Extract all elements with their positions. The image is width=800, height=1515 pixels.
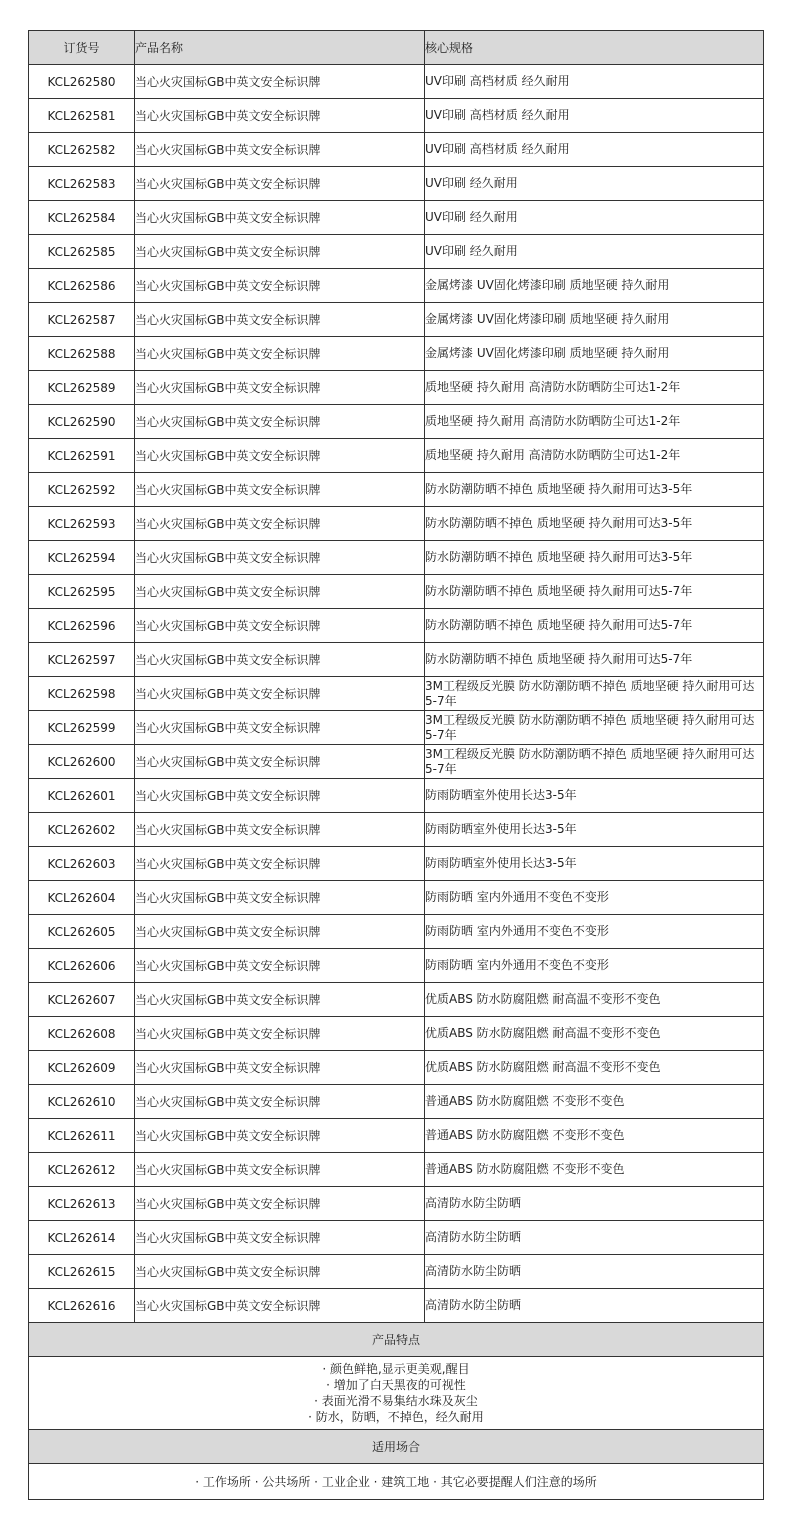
table-row xyxy=(29,881,764,915)
spec-table xyxy=(28,30,764,1500)
core-spec-cell: 高清防水防尘防晒 xyxy=(425,1289,764,1323)
feature-item: · 防水，防晒，不掉色，经久耐用 xyxy=(308,1410,484,1424)
product-name-cell: 当心火灾国标GB中英文安全标识牌 xyxy=(135,439,425,473)
table-row xyxy=(29,1017,764,1051)
order-no-cell: KCL262614 xyxy=(29,1221,135,1255)
table-row xyxy=(29,1187,764,1221)
core-spec-cell: 优质ABS 防水防腐阻燃 耐高温不变形不变色 xyxy=(425,1051,764,1085)
feature-item: · 表面光滑不易集结水珠及灰尘 xyxy=(314,1394,478,1408)
core-spec-cell: 质地坚硬 持久耐用 高清防水防晒防尘可达1-2年 xyxy=(425,371,764,405)
core-spec-cell: 3M工程级反光膜 防水防潮防晒不掉色 质地坚硬 持久耐用可达5-7年 xyxy=(425,677,764,711)
table-row xyxy=(29,1153,764,1187)
order-no-cell: KCL262586 xyxy=(29,269,135,303)
table-row xyxy=(29,745,764,779)
product-name-cell: 当心火灾国标GB中英文安全标识牌 xyxy=(135,337,425,371)
order-no-cell: KCL262588 xyxy=(29,337,135,371)
core-spec-cell: 高清防水防尘防晒 xyxy=(425,1255,764,1289)
product-name-cell: 当心火灾国标GB中英文安全标识牌 xyxy=(135,65,425,99)
core-spec-cell: UV印刷 经久耐用 xyxy=(425,167,764,201)
order-no-cell: KCL262596 xyxy=(29,609,135,643)
order-no-cell: KCL262613 xyxy=(29,1187,135,1221)
table-row xyxy=(29,609,764,643)
product-name-cell: 当心火灾国标GB中英文安全标识牌 xyxy=(135,711,425,745)
table-row xyxy=(29,643,764,677)
product-name-cell: 当心火灾国标GB中英文安全标识牌 xyxy=(135,983,425,1017)
order-no-cell: KCL262615 xyxy=(29,1255,135,1289)
order-no-cell: KCL262585 xyxy=(29,235,135,269)
core-spec-cell: 防雨防晒 室内外通用不变色不变形 xyxy=(425,915,764,949)
order-no-cell: KCL262609 xyxy=(29,1051,135,1085)
order-no-cell: KCL262581 xyxy=(29,99,135,133)
core-spec-cell: 普通ABS 防水防腐阻燃 不变形不变色 xyxy=(425,1085,764,1119)
core-spec-cell: 3M工程级反光膜 防水防潮防晒不掉色 质地坚硬 持久耐用可达5-7年 xyxy=(425,745,764,779)
header-core-spec: 核心规格 xyxy=(425,31,764,65)
core-spec-cell: 防水防潮防晒不掉色 质地坚硬 持久耐用可达5-7年 xyxy=(425,609,764,643)
table-row xyxy=(29,99,764,133)
product-name-cell: 当心火灾国标GB中英文安全标识牌 xyxy=(135,303,425,337)
order-no-cell: KCL262592 xyxy=(29,473,135,507)
core-spec-cell: 防水防潮防晒不掉色 质地坚硬 持久耐用可达3-5年 xyxy=(425,541,764,575)
table-row xyxy=(29,541,764,575)
order-no-cell: KCL262582 xyxy=(29,133,135,167)
table-row xyxy=(29,235,764,269)
product-name-cell: 当心火灾国标GB中英文安全标识牌 xyxy=(135,677,425,711)
order-no-cell: KCL262589 xyxy=(29,371,135,405)
core-spec-cell: UV印刷 高档材质 经久耐用 xyxy=(425,65,764,99)
product-name-cell: 当心火灾国标GB中英文安全标识牌 xyxy=(135,813,425,847)
core-spec-cell: 防雨防晒 室内外通用不变色不变形 xyxy=(425,881,764,915)
table-row xyxy=(29,779,764,813)
product-name-cell: 当心火灾国标GB中英文安全标识牌 xyxy=(135,1187,425,1221)
order-no-cell: KCL262595 xyxy=(29,575,135,609)
product-name-cell: 当心火灾国标GB中英文安全标识牌 xyxy=(135,269,425,303)
core-spec-cell: 高清防水防尘防晒 xyxy=(425,1221,764,1255)
table-row xyxy=(29,1221,764,1255)
product-name-cell: 当心火灾国标GB中英文安全标识牌 xyxy=(135,745,425,779)
order-no-cell: KCL262593 xyxy=(29,507,135,541)
core-spec-cell: 防水防潮防晒不掉色 质地坚硬 持久耐用可达5-7年 xyxy=(425,575,764,609)
product-name-cell: 当心火灾国标GB中英文安全标识牌 xyxy=(135,1255,425,1289)
table-row xyxy=(29,813,764,847)
order-no-cell: KCL262598 xyxy=(29,677,135,711)
table-row xyxy=(29,1051,764,1085)
core-spec-cell: 质地坚硬 持久耐用 高清防水防晒防尘可达1-2年 xyxy=(425,405,764,439)
core-spec-cell: 金属烤漆 UV固化烤漆印刷 质地坚硬 持久耐用 xyxy=(425,269,764,303)
order-no-cell: KCL262580 xyxy=(29,65,135,99)
product-name-cell: 当心火灾国标GB中英文安全标识牌 xyxy=(135,541,425,575)
order-no-cell: KCL262587 xyxy=(29,303,135,337)
features-list xyxy=(29,1357,764,1430)
usage-row xyxy=(29,1464,764,1500)
order-no-cell: KCL262611 xyxy=(29,1119,135,1153)
order-no-cell: KCL262601 xyxy=(29,779,135,813)
usage-text: · 工作场所 · 公共场所 · 工业企业 · 建筑工地 · 其它必要提醒人们注意的场所 xyxy=(29,1464,764,1500)
table-row xyxy=(29,303,764,337)
core-spec-cell: 质地坚硬 持久耐用 高清防水防晒防尘可达1-2年 xyxy=(425,439,764,473)
table-row xyxy=(29,711,764,745)
core-spec-cell: 优质ABS 防水防腐阻燃 耐高温不变形不变色 xyxy=(425,983,764,1017)
features-row xyxy=(29,1357,764,1430)
order-no-cell: KCL262616 xyxy=(29,1289,135,1323)
core-spec-cell: 普通ABS 防水防腐阻燃 不变形不变色 xyxy=(425,1119,764,1153)
table-row xyxy=(29,983,764,1017)
table-header-row xyxy=(29,31,764,65)
product-name-cell: 当心火灾国标GB中英文安全标识牌 xyxy=(135,99,425,133)
order-no-cell: KCL262583 xyxy=(29,167,135,201)
core-spec-cell: 金属烤漆 UV固化烤漆印刷 质地坚硬 持久耐用 xyxy=(425,303,764,337)
table-row xyxy=(29,167,764,201)
table-row xyxy=(29,1289,764,1323)
feature-item: · 增加了白天黑夜的可视性 xyxy=(326,1378,466,1392)
order-no-cell: KCL262602 xyxy=(29,813,135,847)
order-no-cell: KCL262612 xyxy=(29,1153,135,1187)
table-row xyxy=(29,677,764,711)
core-spec-cell: 金属烤漆 UV固化烤漆印刷 质地坚硬 持久耐用 xyxy=(425,337,764,371)
table-row xyxy=(29,847,764,881)
product-name-cell: 当心火灾国标GB中英文安全标识牌 xyxy=(135,1051,425,1085)
product-name-cell: 当心火灾国标GB中英文安全标识牌 xyxy=(135,575,425,609)
usage-title-row xyxy=(29,1430,764,1464)
core-spec-cell: 防水防潮防晒不掉色 质地坚硬 持久耐用可达3-5年 xyxy=(425,507,764,541)
core-spec-cell: UV印刷 高档材质 经久耐用 xyxy=(425,133,764,167)
product-name-cell: 当心火灾国标GB中英文安全标识牌 xyxy=(135,473,425,507)
table-row xyxy=(29,405,764,439)
header-product-name: 产品名称 xyxy=(135,31,425,65)
product-name-cell: 当心火灾国标GB中英文安全标识牌 xyxy=(135,779,425,813)
table-row xyxy=(29,949,764,983)
product-name-cell: 当心火灾国标GB中英文安全标识牌 xyxy=(135,507,425,541)
core-spec-cell: 优质ABS 防水防腐阻燃 耐高温不变形不变色 xyxy=(425,1017,764,1051)
order-no-cell: KCL262604 xyxy=(29,881,135,915)
core-spec-cell: 高清防水防尘防晒 xyxy=(425,1187,764,1221)
product-name-cell: 当心火灾国标GB中英文安全标识牌 xyxy=(135,133,425,167)
product-name-cell: 当心火灾国标GB中英文安全标识牌 xyxy=(135,881,425,915)
product-name-cell: 当心火灾国标GB中英文安全标识牌 xyxy=(135,1085,425,1119)
product-name-cell: 当心火灾国标GB中英文安全标识牌 xyxy=(135,609,425,643)
table-row xyxy=(29,439,764,473)
order-no-cell: KCL262607 xyxy=(29,983,135,1017)
table-row xyxy=(29,269,764,303)
table-row xyxy=(29,133,764,167)
features-title: 产品特点 xyxy=(29,1323,764,1357)
order-no-cell: KCL262603 xyxy=(29,847,135,881)
product-name-cell: 当心火灾国标GB中英文安全标识牌 xyxy=(135,405,425,439)
core-spec-cell: 3M工程级反光膜 防水防潮防晒不掉色 质地坚硬 持久耐用可达5-7年 xyxy=(425,711,764,745)
order-no-cell: KCL262608 xyxy=(29,1017,135,1051)
table-row xyxy=(29,201,764,235)
usage-title: 适用场合 xyxy=(29,1430,764,1464)
order-no-cell: KCL262599 xyxy=(29,711,135,745)
core-spec-cell: UV印刷 经久耐用 xyxy=(425,201,764,235)
core-spec-cell: 防雨防晒室外使用长达3-5年 xyxy=(425,779,764,813)
product-name-cell: 当心火灾国标GB中英文安全标识牌 xyxy=(135,235,425,269)
table-row xyxy=(29,507,764,541)
feature-item: · 颜色鲜艳,显示更美观,醒目 xyxy=(322,1362,470,1376)
table-row xyxy=(29,337,764,371)
table-row xyxy=(29,1119,764,1153)
table-body xyxy=(29,65,764,1323)
table-row xyxy=(29,1255,764,1289)
product-name-cell: 当心火灾国标GB中英文安全标识牌 xyxy=(135,201,425,235)
order-no-cell: KCL262584 xyxy=(29,201,135,235)
product-name-cell: 当心火灾国标GB中英文安全标识牌 xyxy=(135,643,425,677)
core-spec-cell: 防雨防晒 室内外通用不变色不变形 xyxy=(425,949,764,983)
features-title-row xyxy=(29,1323,764,1357)
product-name-cell: 当心火灾国标GB中英文安全标识牌 xyxy=(135,1119,425,1153)
product-name-cell: 当心火灾国标GB中英文安全标识牌 xyxy=(135,1153,425,1187)
order-no-cell: KCL262597 xyxy=(29,643,135,677)
core-spec-cell: 防雨防晒室外使用长达3-5年 xyxy=(425,813,764,847)
table-row xyxy=(29,1085,764,1119)
core-spec-cell: 防水防潮防晒不掉色 质地坚硬 持久耐用可达5-7年 xyxy=(425,643,764,677)
header-order-no: 订货号 xyxy=(29,31,135,65)
order-no-cell: KCL262610 xyxy=(29,1085,135,1119)
product-name-cell: 当心火灾国标GB中英文安全标识牌 xyxy=(135,167,425,201)
order-no-cell: KCL262591 xyxy=(29,439,135,473)
order-no-cell: KCL262590 xyxy=(29,405,135,439)
table-row xyxy=(29,915,764,949)
order-no-cell: KCL262605 xyxy=(29,915,135,949)
core-spec-cell: UV印刷 高档材质 经久耐用 xyxy=(425,99,764,133)
table-row xyxy=(29,65,764,99)
product-name-cell: 当心火灾国标GB中英文安全标识牌 xyxy=(135,1289,425,1323)
core-spec-cell: 防水防潮防晒不掉色 质地坚硬 持久耐用可达3-5年 xyxy=(425,473,764,507)
order-no-cell: KCL262600 xyxy=(29,745,135,779)
table-row xyxy=(29,575,764,609)
product-name-cell: 当心火灾国标GB中英文安全标识牌 xyxy=(135,1221,425,1255)
order-no-cell: KCL262594 xyxy=(29,541,135,575)
product-name-cell: 当心火灾国标GB中英文安全标识牌 xyxy=(135,949,425,983)
product-name-cell: 当心火灾国标GB中英文安全标识牌 xyxy=(135,371,425,405)
core-spec-cell: UV印刷 经久耐用 xyxy=(425,235,764,269)
product-name-cell: 当心火灾国标GB中英文安全标识牌 xyxy=(135,915,425,949)
table-row xyxy=(29,371,764,405)
product-name-cell: 当心火灾国标GB中英文安全标识牌 xyxy=(135,1017,425,1051)
product-name-cell: 当心火灾国标GB中英文安全标识牌 xyxy=(135,847,425,881)
core-spec-cell: 防雨防晒室外使用长达3-5年 xyxy=(425,847,764,881)
table-row xyxy=(29,473,764,507)
order-no-cell: KCL262606 xyxy=(29,949,135,983)
core-spec-cell: 普通ABS 防水防腐阻燃 不变形不变色 xyxy=(425,1153,764,1187)
